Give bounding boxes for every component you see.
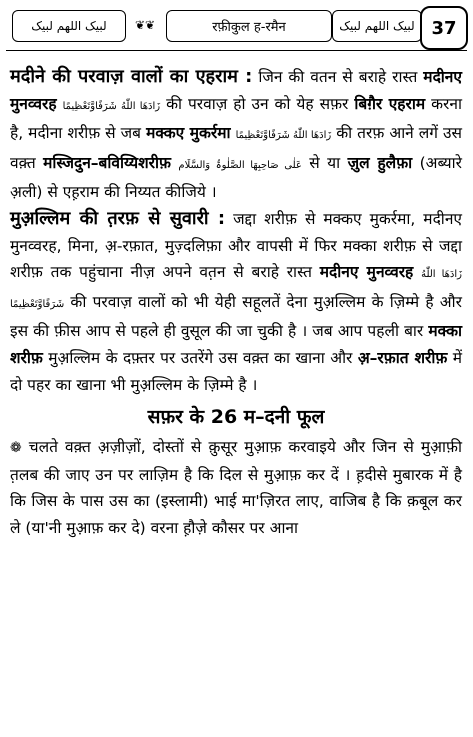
emphasis-text: मक्कए मुकर्रमा — [146, 124, 231, 143]
salutation-text: عَلٰی صَاحِبِهَا الصَّلٰوۃُ وَالسَّلَام — [178, 159, 302, 171]
honorific-text: زَادَهَا اللّٰهُ شَرَفًاوَّتَعْظِيمًا — [235, 130, 332, 142]
header-right-label: لبیک اللھم لبیک — [332, 10, 422, 42]
emphasis-text: मदीनए मुनव्वरह — [319, 263, 414, 282]
section-heading: मुअ़ल्लिम की त़रफ़ से सुवारी : — [10, 207, 226, 229]
honorific-text: زَادَهَا اللّٰهُ شَرَفًاوَّتَعْظِيمًا — [10, 269, 462, 310]
body-text: मुअ़ल्लिम के दफ़्तर पर उतरेंगे उस वक़्त का खाना और — [42, 348, 358, 367]
body-text: जिन की वतन से बराहे रास्त — [252, 68, 424, 86]
body-text: करना है, मदीना शरीफ़ से जब — [10, 94, 462, 143]
emphasis-text: मदीनए मुनव्वरह — [10, 68, 462, 113]
running-title: रफ़ीकुल ह-रमैन — [166, 10, 332, 42]
body-text: की परवाज़ हो उन को येह सफ़र — [160, 94, 355, 113]
header-rule — [6, 50, 467, 51]
body-text: जद्दा शरीफ़ से मक्कए मुकर्रमा, मदीनए मुनव्वरह, मिना, अ़-रफ़ात, मुज़्दलिफ़ा और वापसी में फिर मक्का शरीफ़ से जद्दा शरीफ़ तक पहुंचाना नीज़ अपने वत़न से बराहे रास्त — [10, 209, 462, 282]
header-left-label: لبیک اللھم لبیک — [12, 10, 126, 42]
page-header — [6, 6, 467, 52]
emphasis-text: ज़ुल हुलैफ़ा — [347, 153, 413, 172]
section-heading: मदीने की परवाज़ वालों का एहराम : — [10, 66, 253, 87]
body-text: की तरफ़ आने लगें उस वक़्त — [10, 124, 463, 172]
page-number: 37 — [420, 6, 468, 50]
body-text: से या — [301, 153, 348, 172]
section-title: सफ़र के 26 म–दनी फूल — [147, 406, 325, 429]
emphasis-text: अ़–रफ़ात शरीफ़ — [357, 348, 448, 367]
body-text: में दो पहर का खाना भी मुअ़ल्लिम के ज़िम्मे है । — [10, 348, 462, 394]
honorific-text: زَادَهَا اللّٰهُ شَرَفًاوَّتَعْظِيمًا — [62, 100, 161, 112]
paragraph-section-3 — [10, 434, 462, 541]
emphasis-text: मस्जिदुन–बविय्यिशरीफ़ — [43, 153, 171, 172]
ornament-icon: ❦❦ — [134, 18, 156, 32]
body-text: चलते वक़्त अ़ज़ीज़ों, दोस्तों से क़ुसूर मुआ़फ़ करवाइये और जिन से मुआ़फ़ी त़लब की जाए उन पर लाज़िम है कि दिल से मुआ़फ़ कर दें । ह़दीसे मुबारक में है कि जिस के पास उस का (इस्लामी) भाई मा'ज़िरत लाए, वाजिब है कि क़बूल कर ले (या'नी मुआ़फ़ कर दे) वरना ह़ौज़े कौसर पर आना — [10, 438, 462, 537]
emphasis-text: मक्का शरीफ़ — [10, 322, 462, 367]
emphasis-text: बिग़ैर एहराम — [354, 94, 426, 113]
body-text: (अब्यारे अ़ली) से एह़राम की निय्यत कीजिये । — [10, 153, 462, 202]
body-text: की परवाज़ वालों को भी येही सहूलतें देना मुअ़ल्लिम के ज़िम्मे है और इस की फ़ीस आप से पहले ही वुसूल की जा चुकी है । जब आप पहली बार — [10, 292, 462, 341]
page-body — [10, 64, 462, 542]
flower-icon: ❁ — [10, 440, 22, 457]
paragraph-section-2 — [10, 206, 462, 398]
paragraph-section-1 — [10, 64, 462, 206]
